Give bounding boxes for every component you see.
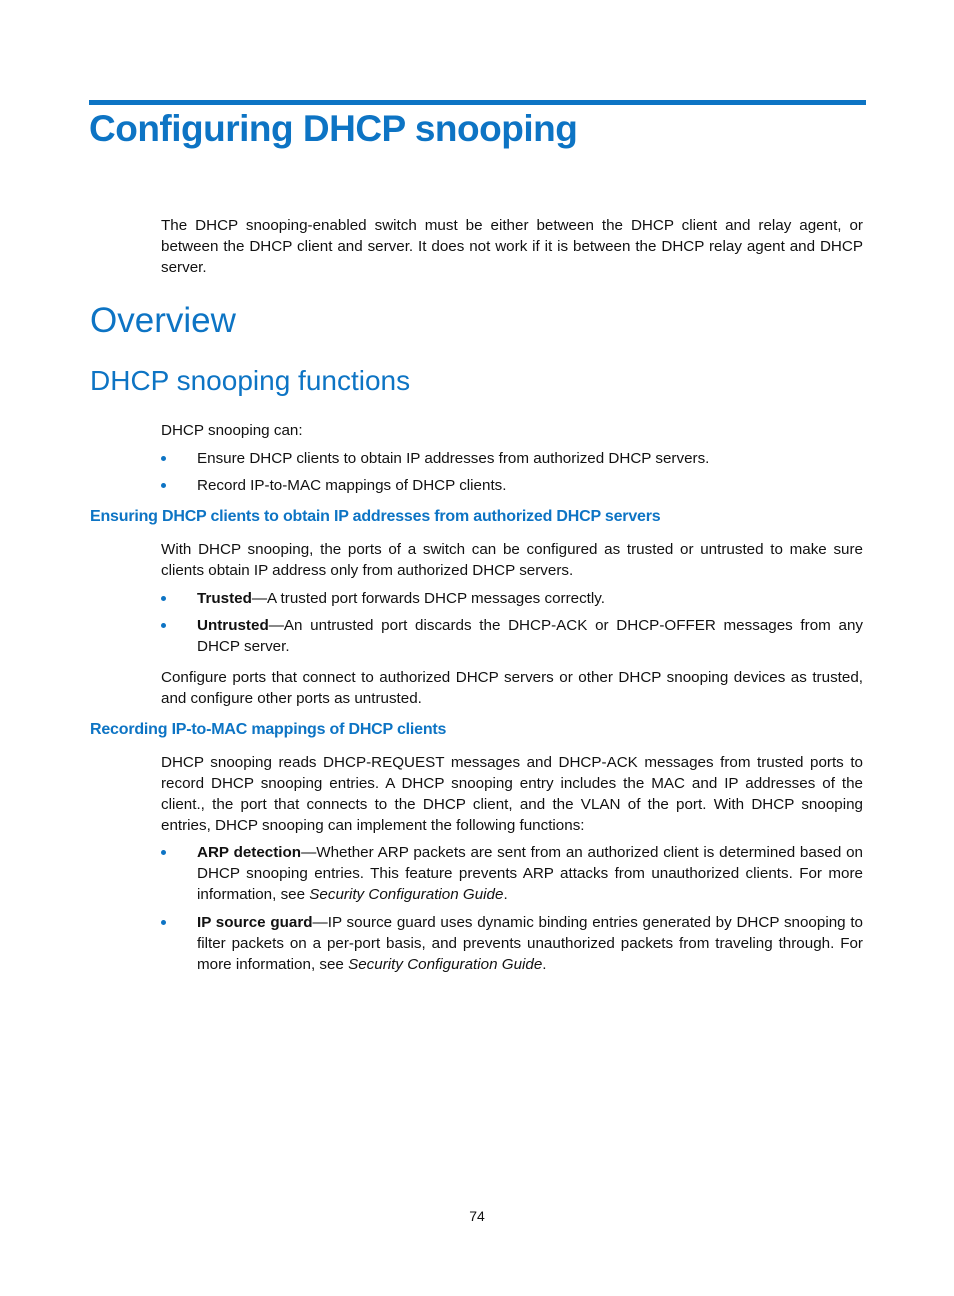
guide-reference: Security Configuration Guide (348, 956, 543, 973)
title-rule (89, 100, 866, 105)
list-item-text: Record IP-to-MAC mappings of DHCP clients. (197, 477, 507, 494)
term: Untrusted (197, 617, 269, 634)
list-item-text: IP source guard—IP source guard uses dynamic binding entries generated by DHCP snooping to filter packets on a per-port basis, and prevents unauthorized packets from traveling through. For more information, see Security Configuration Guide. (197, 914, 863, 973)
list-item-text: Ensure DHCP clients to obtain IP addresses from authorized DHCP servers. (197, 450, 710, 467)
recording-heading: Recording IP-to-MAC mappings of DHCP clients (90, 721, 447, 738)
list-item-text: Trusted—A trusted port forwards DHCP messages correctly. (197, 590, 605, 607)
ensuring-paragraph: With DHCP snooping, the ports of a switch can be configured as trusted or untrusted to make sure clients obtain IP address only from authorized DHCP servers. (161, 541, 863, 579)
bullet-icon (161, 483, 166, 488)
bullet-icon (161, 596, 166, 601)
guide-reference: Security Configuration Guide (309, 886, 504, 903)
functions-heading: DHCP snooping functions (90, 365, 411, 396)
chapter-title: Configuring DHCP snooping (89, 108, 578, 149)
bullet-icon (161, 850, 166, 855)
term: Trusted (197, 590, 252, 607)
page-number: 74 (469, 1208, 485, 1224)
term: ARP detection (197, 844, 302, 861)
intro-paragraph: The DHCP snooping-enabled switch must be either between the DHCP client and relay agent, or between the DHCP client and server. It does not work if it is between the DHCP relay agent and DHCP server. (161, 217, 863, 276)
ensuring-heading: Ensuring DHCP clients to obtain IP addresses from authorized DHCP servers (90, 508, 661, 525)
ensuring-paragraph-2: Configure ports that connect to authorized DHCP servers or other DHCP snooping devices as trusted, and configure other ports as untrusted. (161, 669, 863, 707)
bullet-icon (161, 623, 166, 628)
term: IP source guard (197, 914, 313, 931)
recording-paragraph: DHCP snooping reads DHCP-REQUEST messages and DHCP-ACK messages from trusted ports to record DHCP snooping entries. A DHCP snooping entry includes the MAC and IP addresses of the client., the port that connects to the DHCP client, and the VLAN of the port. With DHCP snooping entries, DHCP snooping can implement the following functions: (161, 754, 863, 834)
list-item-text: Untrusted—An untrusted port discards the DHCP-ACK or DHCP-OFFER messages from any DHCP server. (197, 617, 863, 655)
functions-lead: DHCP snooping can: (161, 422, 303, 439)
bullet-icon (161, 456, 166, 461)
bullet-icon (161, 920, 166, 925)
list-item-text: ARP detection—Whether ARP packets are sent from an authorized client is determined based on DHCP snooping entries. This feature prevents ARP attacks from unauthorized clients. For more information, see Security Configuration Guide. (197, 844, 863, 903)
overview-heading: Overview (90, 301, 236, 340)
